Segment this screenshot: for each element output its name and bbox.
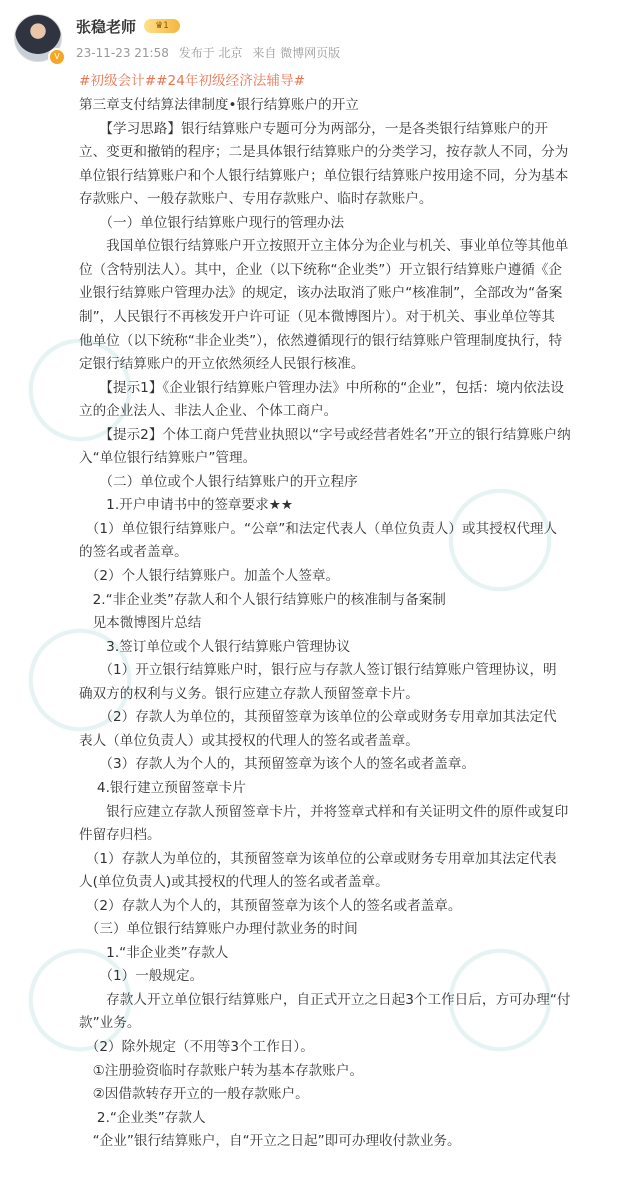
post-text-line: （1）存款人为单位的，其预留签章为该单位的公章或财务专用章加其法定代表: [79, 851, 557, 867]
post-text-line: （二）单位或个人银行结算账户的开立程序: [79, 474, 358, 490]
vip-crown-badge[interactable]: [144, 19, 180, 33]
post-text-line: 业银行结算账户管理办法》的规定，该办法取消了账户“核准制”，全部改为“备案: [79, 285, 563, 301]
post-meta: [76, 44, 346, 61]
post-text-line: 表人（单位负责人）或其授权的代理人的签名或者盖章。: [79, 733, 419, 749]
post-text-line: 人(单位负责人)或其授权的代理人的签名或者盖章。: [79, 874, 389, 890]
post-text-line: （三）单位银行结算账户办理付款业务的时间: [79, 921, 358, 937]
post-location: 发布于 北京: [178, 46, 243, 60]
post-text-line: 款”业务。: [79, 1015, 141, 1031]
post-text-line: 立的企业法人、非法人企业、个体工商户。: [79, 403, 338, 419]
post-text-line: 单位银行结算账户和个人银行结算账户；单位银行结算账户按用途不同，分为基本: [79, 168, 569, 184]
post-text-line: 位（含特别法人）。其中，企业（以下统称“企业类”）开立银行结算账户遵循《企: [79, 262, 563, 278]
post-text-line: 【学习思路】银行结算账户专题可分为两部分，一是各类银行结算账户的开: [79, 121, 548, 137]
post-text-line: （2）个人银行结算账户。加盖个人签章。: [79, 568, 340, 584]
post-text-line: 2.“非企业类”存款人和个人银行结算账户的核准制与备案制: [79, 592, 446, 608]
post-text-line: 我国单位银行结算账户开立按照开立主体分为企业与机关、事业单位等其他单: [79, 238, 569, 254]
verified-badge-icon: V: [48, 48, 66, 66]
post-text-line: 银行应建立存款人预留签章卡片，并将签章式样和有关证明文件的原件或复印: [79, 804, 569, 820]
post-text-line: 第三章支付结算法律制度•银行结算账户的开立: [79, 97, 359, 113]
crown-icon: ♛: [155, 21, 164, 31]
post-hashtags[interactable]: #初级会计##24年初级经济法辅导#: [79, 73, 305, 89]
post-text-line: 他单位（以下统称“非企业类”），依然遵循现行的银行结算账户管理制度执行，特: [79, 333, 563, 349]
post-text-line: 3.签订单位或个人银行结算账户管理协议: [79, 639, 351, 655]
post-text-line: 存款人开立单位银行结算账户，自正式开立之日起3个工作日后，方可办理“付: [79, 992, 571, 1008]
post-text-line: （1）一般规定。: [79, 968, 204, 984]
post-text-line: 1.开户申请书中的签章要求★★: [79, 497, 294, 513]
post-text-line: 的签名或者盖章。: [79, 544, 188, 560]
post-text-line: （3）存款人为个人的，其预留签章为该个人的签名或者盖章。: [79, 756, 476, 772]
post-text-line: 见本微博图片总结: [79, 615, 202, 631]
post-text-line: （一）单位银行结算账户现行的管理办法: [79, 215, 345, 231]
post-text-line: （2）存款人为单位的，其预留签章为该单位的公章或财务专用章加其法定代: [79, 709, 557, 725]
post-text-line: （1）单位银行结算账户。“公章”和法定代表人（单位负责人）或其授权代理人: [79, 521, 558, 537]
post-time[interactable]: 23-11-23 21:58: [76, 46, 169, 60]
post-text-line: 制”，人民银行不再核发开户许可证（见本微博图片）。对于机关、事业单位等其: [79, 309, 556, 325]
vip-level: 1: [163, 21, 169, 31]
post-text-line: 【提示1】《企业银行结算账户管理办法》中所称的“企业”，包括：境内依法设: [79, 380, 564, 396]
author-name[interactable]: 张稳老师: [76, 18, 137, 36]
post-text-line: 存款账户、一般存款账户、专用存款账户、临时存款账户。: [79, 191, 433, 207]
post-text-line: 确双方的权利与义务。银行应建立存款人预留签章卡片。: [79, 686, 419, 702]
post-text-line: 立、变更和撤销的程序；二是具体银行结算账户的分类学习，按存款人不同，分为: [79, 144, 569, 160]
post-text-line: ②因借款转存开立的一般存款账户。: [79, 1086, 309, 1102]
post-text-line: 2.“企业类”存款人: [79, 1110, 206, 1126]
post-text-line: 入“单位银行结算账户”管理。: [79, 450, 257, 466]
post-text-line: 1.“非企业类”存款人: [79, 945, 229, 961]
post-text-line: （2）存款人为个人的，其预留签章为该个人的签名或者盖章。: [79, 898, 462, 914]
watermark-logo: [440, 480, 560, 600]
post-text-line: （1）开立银行结算账户时，银行应与存款人签订银行结算账户管理协议，明: [79, 662, 557, 678]
post-text-line: 4.银行建立预留签章卡片: [79, 780, 246, 796]
post-text-line: 定银行结算账户的开立依然须经人民银行核准。: [79, 356, 365, 372]
post-source: 来自 微博网页版: [252, 46, 341, 60]
post-text-line: ①注册验资临时存款账户转为基本存款账户。: [79, 1063, 364, 1079]
post-text-line: “企业”银行结算账户，自“开立之日起”即可办理收付款业务。: [79, 1133, 461, 1149]
post-text-line: 【提示2】个体工商户凭营业执照以“字号或经营者姓名”开立的银行结算账户纳: [79, 427, 571, 443]
post-text-line: （2）除外规定（不用等3个工作日）。: [79, 1039, 314, 1055]
post-text-line: 件留存归档。: [79, 827, 161, 843]
post-header: [0, 0, 635, 70]
